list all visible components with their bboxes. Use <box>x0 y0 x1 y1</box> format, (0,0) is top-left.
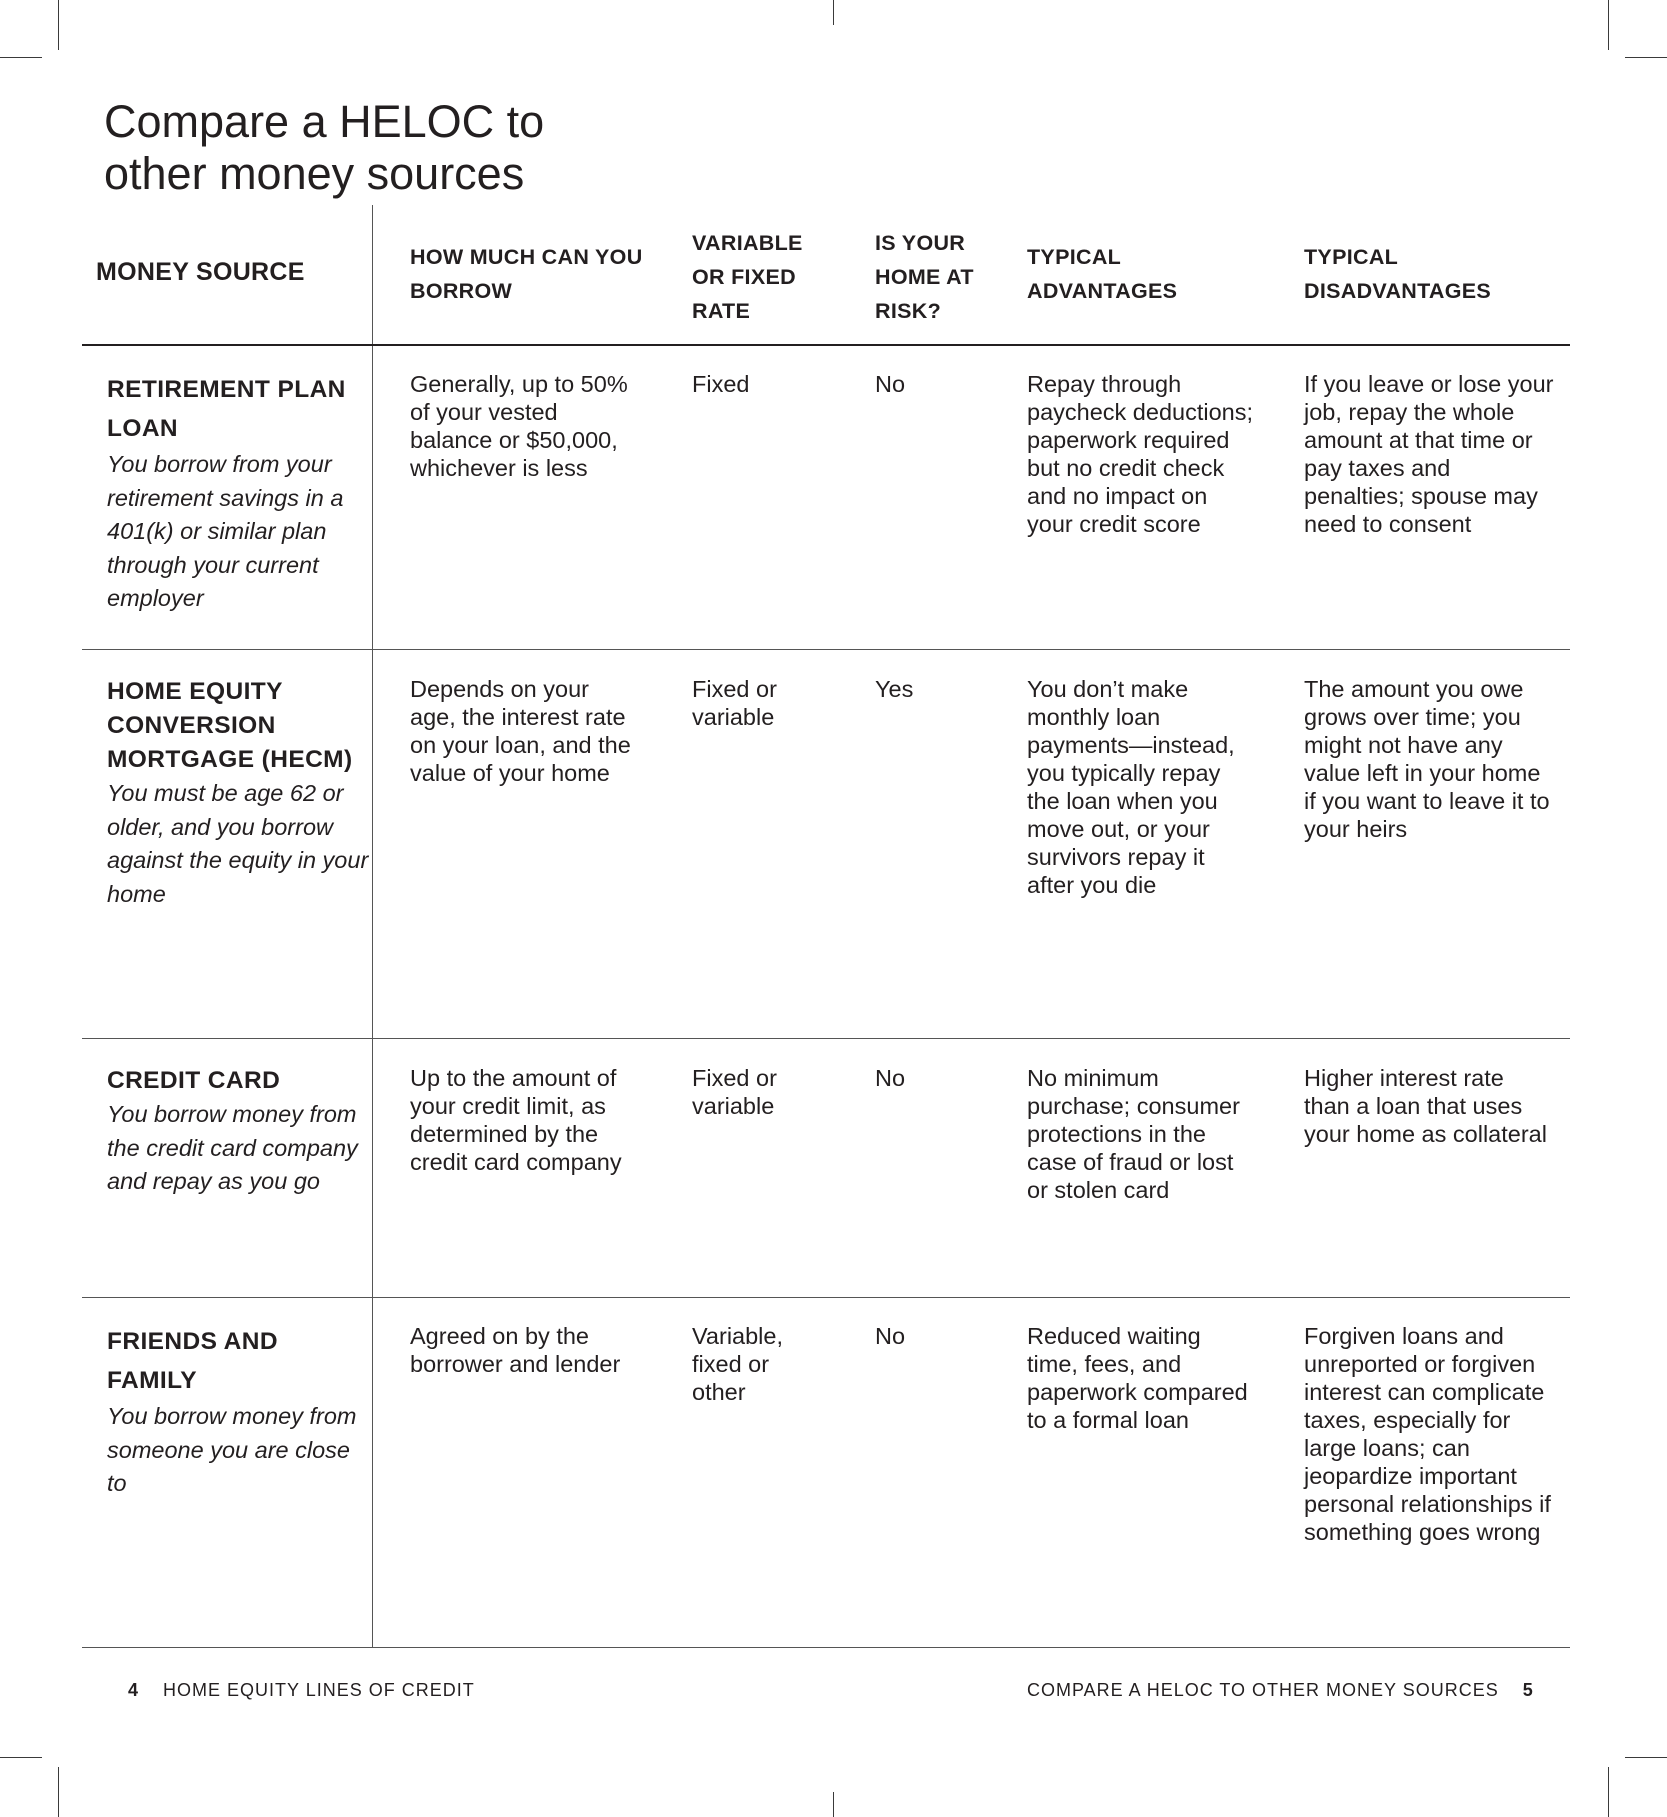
rate-cell: Fixed <box>692 371 750 397</box>
crop-mark <box>0 1757 42 1758</box>
rate-cell: Variable, fixed or other <box>692 1323 784 1405</box>
page-title-line-2: other money sources <box>104 148 525 199</box>
table-row <box>82 1322 1570 1648</box>
disadvantages-cell: If you leave or lose your job, repay the whole amount at that time or pay taxes and penalties; spouse may need to consent <box>1304 371 1554 537</box>
crop-mark <box>1625 1757 1667 1758</box>
source-description: You borrow from your retirement savings in a 401(k) or similar plan through your current employer <box>107 451 344 611</box>
borrow-cell: Up to the amount of your credit limit, as determined by the credit card company <box>410 1065 622 1175</box>
crop-mark <box>1608 0 1609 50</box>
table-row <box>82 370 1570 650</box>
header-disadvantages: TYPICAL DISADVANTAGES <box>1304 245 1492 303</box>
table-row <box>82 1064 1570 1298</box>
table-row <box>82 675 1570 1039</box>
risk-cell: No <box>875 1323 906 1349</box>
header-home-risk: IS YOUR HOME AT RISK? <box>875 231 974 323</box>
footer-right-text: COMPARE A HELOC TO OTHER MONEY SOURCES <box>1027 1680 1499 1700</box>
header-advantages: TYPICAL ADVANTAGES <box>1027 245 1178 303</box>
rate-cell: Fixed or variable <box>692 1065 777 1119</box>
table-header-row <box>82 205 1570 346</box>
advantages-cell: You don’t make monthly loan payments—instead, you typically repay the loan when you move out, or your survivors repay it after you die <box>1027 676 1235 898</box>
rate-cell: Fixed or variable <box>692 676 777 730</box>
source-name: HOME EQUITY CONVERSION MORTGAGE (HECM) <box>107 678 353 773</box>
footer-left-text: HOME EQUITY LINES OF CREDIT <box>163 1680 475 1700</box>
source-cell <box>107 1064 377 1199</box>
crop-mark <box>1625 57 1667 58</box>
source-description: You must be age 62 or older, and you borrow against the equity in your home <box>107 780 369 907</box>
borrow-cell: Generally, up to 50% of your vested balance or $50,000, whichever is less <box>410 371 628 481</box>
crop-mark <box>58 1767 59 1817</box>
disadvantages-cell: Higher interest rate than a loan that uses your home as collateral <box>1304 1065 1547 1147</box>
footer-left <box>128 1680 475 1701</box>
header-rate: VARIABLE OR FIXED RATE <box>692 231 803 323</box>
borrow-cell: Depends on your age, the interest rate on your loan, and the value of your home <box>410 676 631 786</box>
source-cell <box>107 675 377 911</box>
page-number-left: 4 <box>128 1680 140 1700</box>
risk-cell: No <box>875 1065 906 1091</box>
risk-cell: Yes <box>875 676 914 702</box>
risk-cell: No <box>875 371 906 397</box>
source-name: RETIREMENT PLAN LOAN <box>107 376 346 442</box>
crop-mark <box>58 0 59 50</box>
page-title <box>104 96 544 200</box>
crop-mark <box>1608 1767 1609 1817</box>
page-number-right: 5 <box>1522 1680 1534 1700</box>
source-description: You borrow money from someone you are close to <box>107 1403 357 1496</box>
crop-mark <box>833 0 834 25</box>
source-cell <box>107 1322 377 1501</box>
header-how-much: HOW MUCH CAN YOU BORROW <box>410 245 643 303</box>
advantages-cell: Repay through paycheck deductions; paperwork required but no credit check and no impact on your credit score <box>1027 371 1254 537</box>
disadvantages-cell: Forgiven loans and unreported or forgiven interest can complicate taxes, especially for large loans; can jeopardize important personal relationships if something goes wrong <box>1304 1323 1551 1545</box>
disadvantages-cell: The amount you owe grows over time; you might not have any value left in your home if you want to leave it to your heirs <box>1304 676 1550 842</box>
footer-right <box>1027 1680 1534 1701</box>
source-description: You borrow money from the credit card company and repay as you go <box>107 1101 358 1194</box>
advantages-cell: Reduced waiting time, fees, and paperwork compared to a formal loan <box>1027 1323 1248 1433</box>
source-name: CREDIT CARD <box>107 1067 281 1094</box>
crop-mark <box>0 57 42 58</box>
borrow-cell: Agreed on by the borrower and lender <box>410 1323 621 1377</box>
header-money-source: MONEY SOURCE <box>96 258 305 286</box>
page-title-line-1: Compare a HELOC to <box>104 96 545 147</box>
source-name: FRIENDS AND FAMILY <box>107 1328 278 1394</box>
crop-mark <box>833 1792 834 1817</box>
source-cell <box>107 370 377 616</box>
advantages-cell: No minimum purchase; consumer protections in the case of fraud or lost or stolen card <box>1027 1065 1240 1203</box>
